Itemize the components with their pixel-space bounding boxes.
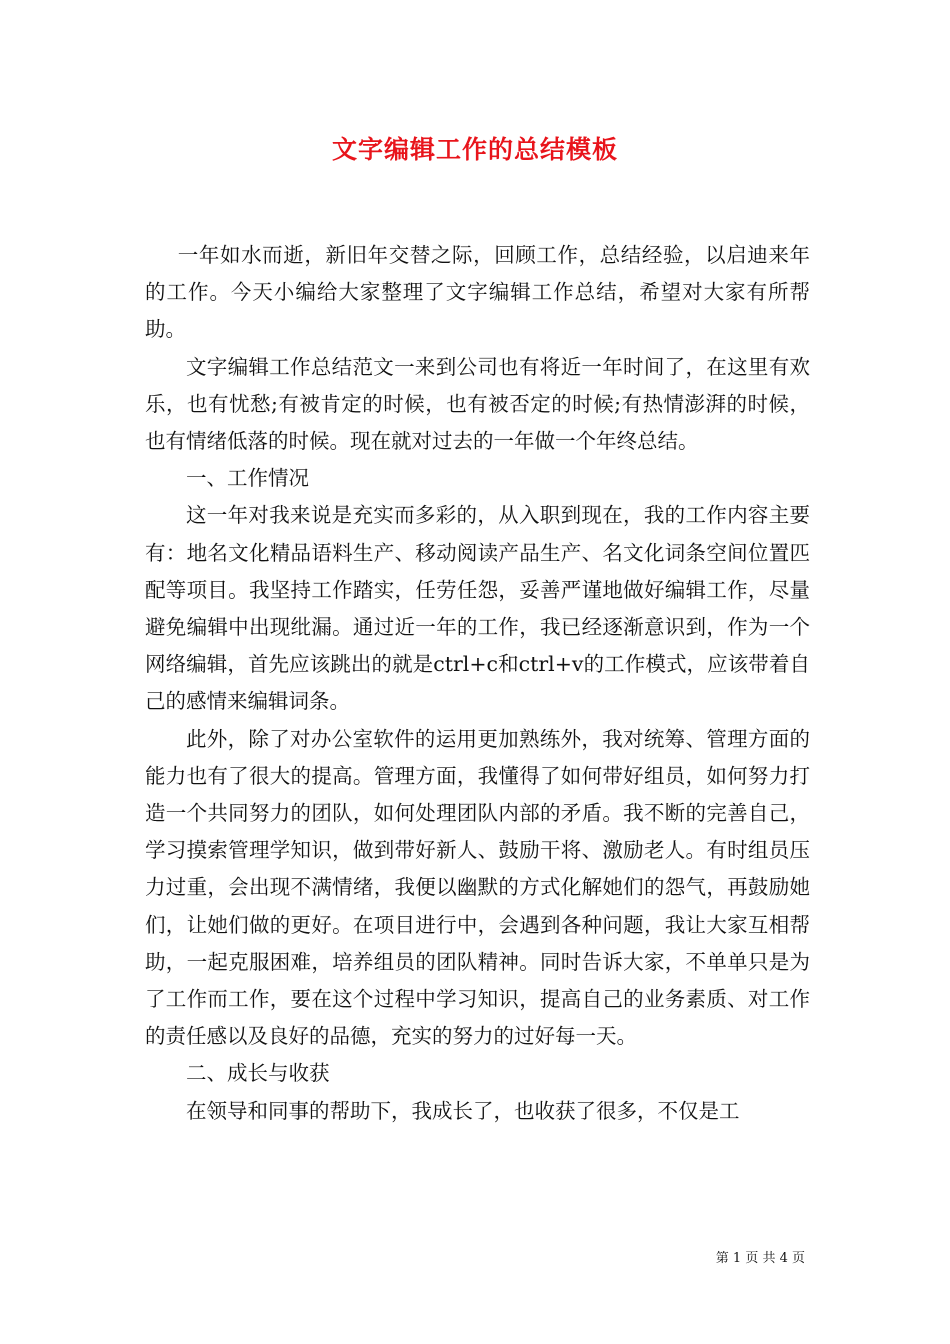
paragraph: 文字编辑工作总结范文一来到公司也有将近一年时间了，在这里有欢乐，也有忧愁;有被肯定的时候，也有被否定的时候;有热情澎湃的时候，也有情绪低落的时候。现在就对过去的一年做一个年终总结。 bbox=[145, 354, 810, 454]
document-title: 文字编辑工作的总结模板 bbox=[331, 135, 618, 164]
section-heading: 二、成长与收获 bbox=[186, 1061, 330, 1086]
paragraph-intro: 一年如水而逝，新旧年交替之际，回顾工作，总结经验，以启迪来年的工作。今天小编给大家整理了文字编辑工作总结，希望对大家有所帮助。 bbox=[145, 243, 810, 342]
paragraph: 在领导和同事的帮助下，我成长了，也收获了很多，不仅是工 bbox=[186, 1098, 740, 1123]
page-number: 第 1 页 共 4 页 bbox=[715, 1251, 805, 1266]
section-heading: 一、工作情况 bbox=[186, 466, 309, 491]
document-body bbox=[145, 237, 810, 1130]
paragraph: 这一年对我来说是充实而多彩的，从入职到现在，我的工作内容主要有：地名文化精品语料生产、移动阅读产品生产、名文化词条空间位置匹配等项目。我坚持工作踏实，任劳任怨，妥善严谨地做好编辑工作，尽量避免编辑中出现纰漏。通过近一年的工作，我已经逐渐意识到，作为一个网络编辑，首先应该跳出的就是ctrl+c和ctrl+v的工作模式，应该带着自己的感情来编辑词条。 bbox=[145, 503, 810, 714]
paragraph: 此外，除了对办公室软件的运用更加熟练外，我对统筹、管理方面的能力也有了很大的提高。管理方面，我懂得了如何带好组员，如何努力打造一个共同努力的团队，如何处理团队内部的矛盾。我不断的完善自己，学习摸索管理学知识，做到带好新人、鼓励干将、激励老人。有时组员压力过重，会出现不满情绪，我便以幽默的方式化解她们的怨气，再鼓励她们，让她们做的更好。在项目进行中，会遇到各种问题，我让大家互相帮助，一起克服困难，培养组员的团队精神。同时告诉大家，不单单只是为了工作而工作，要在这个过程中学习知识，提高自己的业务素质、对工作的责任感以及良好的品德，充实的努力的过好每一天。 bbox=[145, 726, 810, 1049]
